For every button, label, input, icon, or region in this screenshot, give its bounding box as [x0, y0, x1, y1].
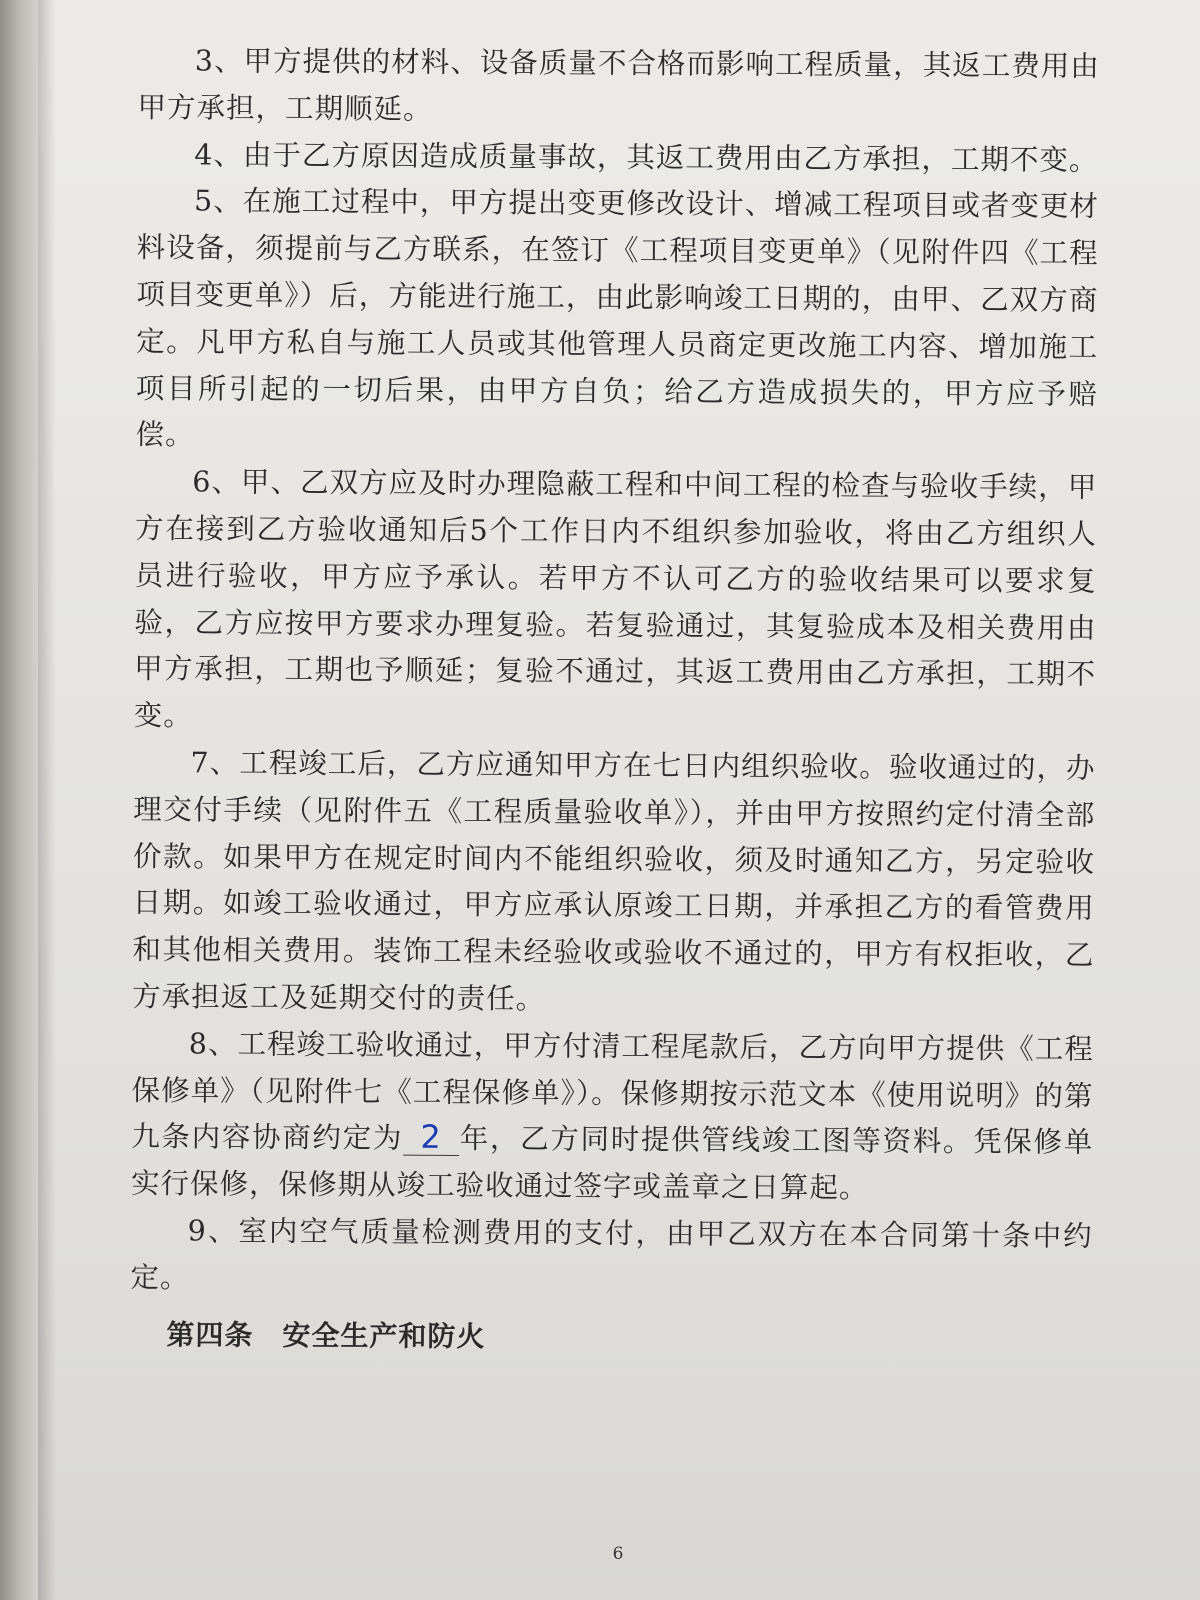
warranty-years-blank: [403, 1118, 459, 1157]
clause-6: 6、甲、乙双方应及时办理隐蔽工程和中间工程的检查与验收手续，甲方在接到乙方验收通知后5个工作日内不组织参加验收，将由乙方组织人员进行验收，甲方应予承认。若甲方不认可乙方的验收结果可以要求复验，乙方应按甲方要求办理复验。若复验通过，其复验成本及相关费用由甲方承担，工期也予顺延；复验不通过，其返工费用由乙方承担，工期不变。: [133, 465, 1098, 733]
clause-9: 9、室内空气质量检测费用的支付，由甲乙双方在本合同第十条中约定。: [130, 1214, 1093, 1295]
book-binding: [0, 0, 38, 1600]
warranty-years-handwritten: 2: [420, 1118, 442, 1157]
clause-8-text-after: 年，乙方同时提供管线竣工图等资料。凭保修单实行保修，保修期从竣工验收通过签字或盖章之日算起。: [130, 1122, 1094, 1205]
section-heading: 第四条 安全生产和防火: [166, 1317, 486, 1353]
page-gutter-shadow: [38, 0, 56, 1600]
clause-3: 3、甲方提供的材料、设备质量不合格而影响工程质量，其返工费用由甲方承担，工期顺延。: [137, 44, 1100, 126]
clause-5: 5、在施工过程中，甲方提出变更修改设计、增减工程项目或者变更材料设备，须提前与乙方联系，在签订《工程项目变更单》（见附件四《工程项目变更单》）后，方能进行施工，由此影响竣工日期的，由甲、乙双方商定。凡甲方私自与施工人员或其他管理人员商定更改施工内容、增加施工项目所引起的一切后果，由甲方自负；给乙方造成损失的，甲方应予赔偿。: [135, 184, 1100, 452]
document-page: [38, 0, 1200, 1600]
contract-body: [130, 38, 1100, 1364]
clause-4: 4、由于乙方原因造成质量事故，其返工费用由乙方承担，工期不变。: [194, 137, 1099, 177]
clause-8: [131, 1021, 1094, 1214]
page-number: 6: [612, 1544, 624, 1564]
clause-7: 7、工程竣工后，乙方应通知甲方在七日内组织验收。验收通过的，办理交付手续（见附件五《工程质量验收单》），并由甲方按照约定付清全部价款。如果甲方在规定时间内不能组织验收，须及时通知乙方，另定验收日期。如竣工验收通过，甲方应承认原竣工日期，并承担乙方的看管费用和其他相关费用。装饰工程未经验收或验收不通过的，甲方有权拒收，乙方承担返工及延期交付的责任。: [132, 746, 1096, 1016]
clause-8-text-before: 8、工程竣工验收通过，甲方付清工程尾款后，乙方向甲方提供《工程保修单》（见附件七《工程保修单》）。保修期按示范文本《使用说明》的第九条内容协商约定为: [131, 1027, 1094, 1155]
